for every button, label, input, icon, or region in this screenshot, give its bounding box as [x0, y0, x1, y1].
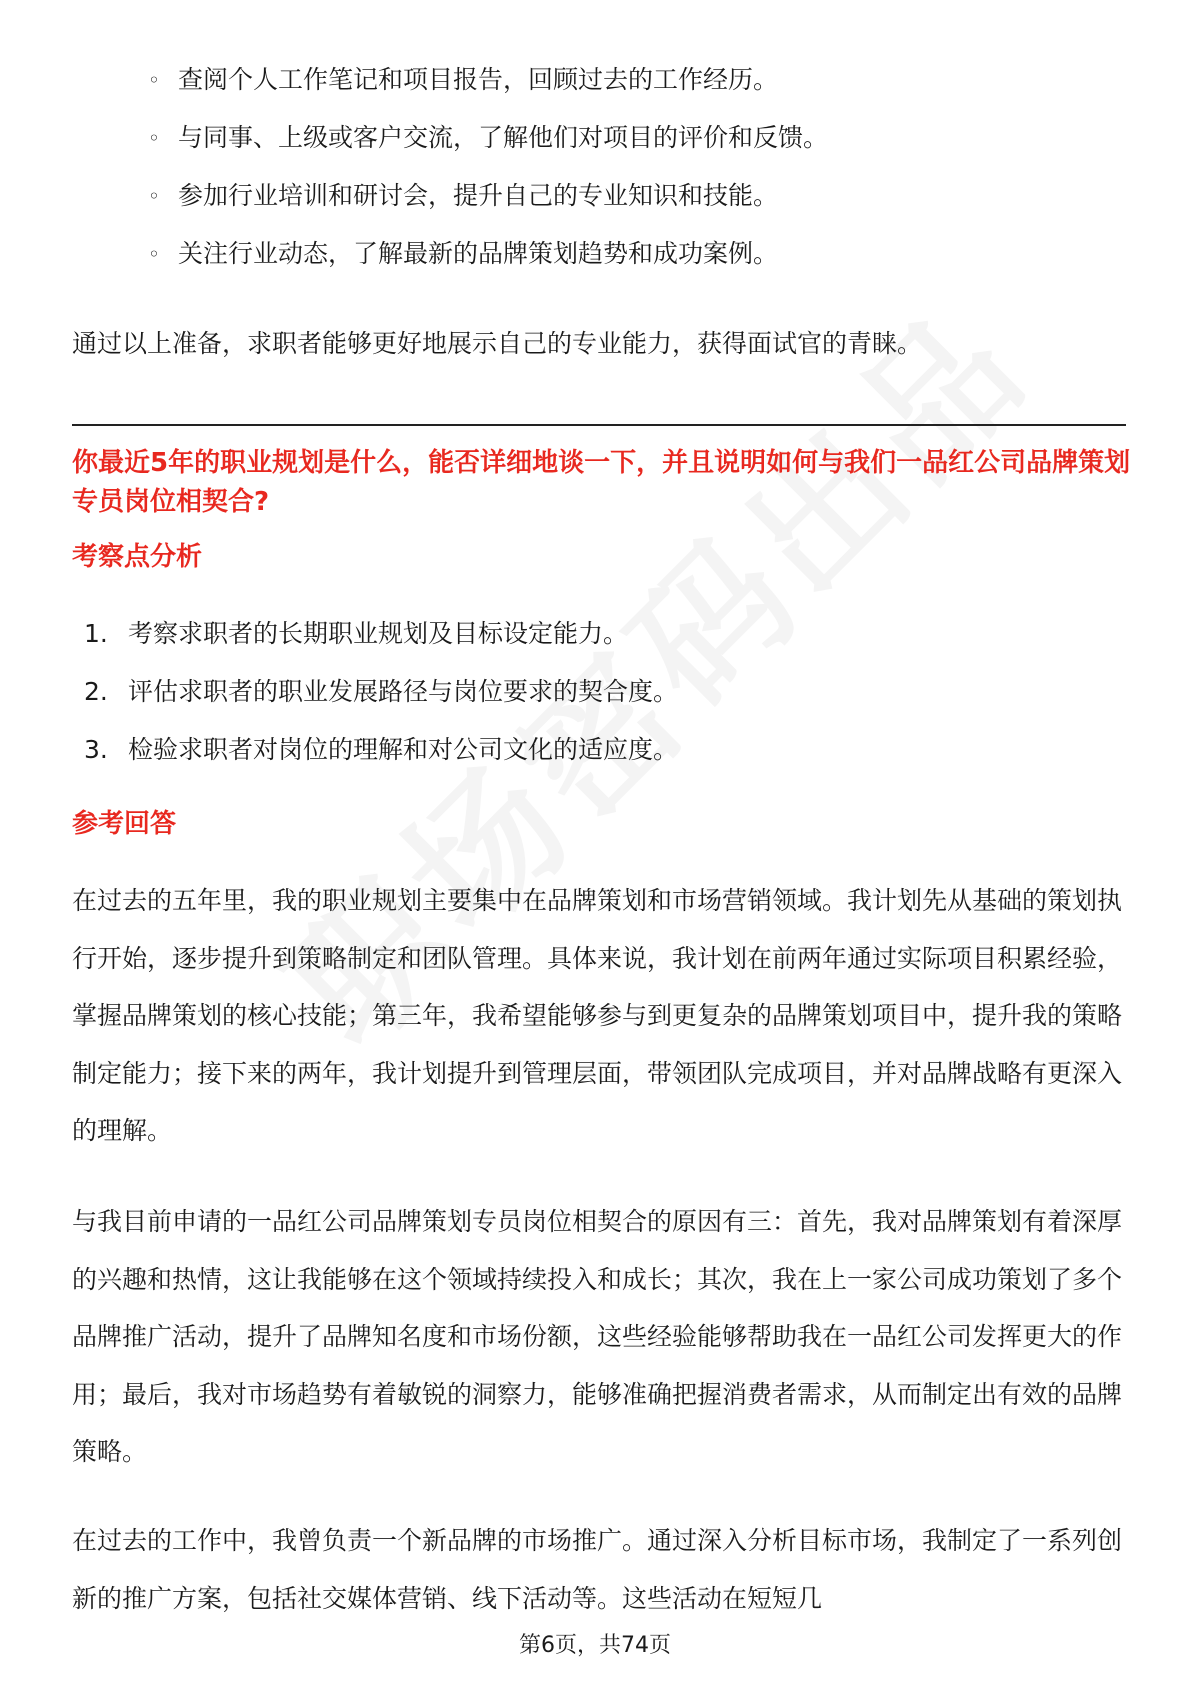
list-item-text: 与同事、上级或客户交流，了解他们对项目的评价和反馈。 [178, 123, 829, 152]
list-number: 1. [84, 619, 108, 648]
answer-paragraph: 在过去的五年里，我的职业规划主要集中在品牌策划和市场营销领域。我计划先从基础的策划执行开始，逐步提升到策略制定和团队管理。具体来说，我计划在前两年通过实际项目积累经验，掌握品牌策划的核心技能；第三年，我希望能够参与到更复杂的品牌策划项目中，提升我的策略制定能力；接下来的两年，我计划提升到管理层面，带领团队完成项目，并对品牌战略有更深入的理解。 [72, 886, 1123, 1145]
analysis-heading: 考察点分析 [72, 542, 203, 572]
list-item-text: 参加行业培训和研讨会，提升自己的专业知识和技能。 [178, 181, 779, 210]
answer-paragraph: 与我目前申请的一品红公司品牌策划专员岗位相契合的原因有三：首先，我对品牌策划有着深厚的兴趣和热情，这让我能够在这个领域持续投入和成长；其次，我在上一家公司成功策划了多个品牌推广活动，提升了品牌知名度和市场份额，这些经验能够帮助我在一品红公司发挥更大的作用；最后，我对市场趋势有着敏锐的洞察力，能够准确把握消费者需求，从而制定出有效的品牌策略。 [72, 1207, 1123, 1466]
list-item [84, 728, 1124, 786]
list-item-text: 考察求职者的长期职业规划及目标设定能力。 [128, 619, 629, 648]
question-title: 你最近5年的职业规划是什么，能否详细地谈一下，并且说明如何与我们一品红公司品牌策划专员岗位相契合? [72, 448, 1131, 517]
list-item [148, 116, 1128, 174]
bullet-icon: ◦ [148, 126, 160, 150]
summary-paragraph: 通过以上准备，求职者能够更好地展示自己的专业能力，获得面试官的青睐。 [72, 329, 923, 358]
list-item-text: 评估求职者的职业发展路径与岗位要求的契合度。 [128, 677, 679, 706]
section-divider [72, 424, 1126, 426]
bullet-icon: ◦ [148, 184, 160, 208]
list-item [84, 612, 1124, 670]
list-number: 3. [84, 735, 108, 764]
list-item-text: 检验求职者对岗位的理解和对公司文化的适应度。 [128, 735, 679, 764]
list-item-text: 查阅个人工作笔记和项目报告，回顾过去的工作经历。 [178, 65, 779, 94]
list-item [148, 58, 1128, 116]
answer-heading: 参考回答 [72, 809, 177, 839]
analysis-list [84, 612, 1124, 786]
preparation-list [148, 58, 1128, 290]
bullet-icon: ◦ [148, 68, 160, 92]
list-item-text: 关注行业动态，了解最新的品牌策划趋势和成功案例。 [178, 239, 779, 268]
answer-paragraph: 在过去的工作中，我曾负责一个新品牌的市场推广。通过深入分析目标市场，我制定了一系列创新的推广方案，包括社交媒体营销、线下活动等。这些活动在短短几 [72, 1526, 1123, 1613]
list-item [148, 232, 1128, 290]
list-item [84, 670, 1124, 728]
list-number: 2. [84, 677, 108, 706]
page-number: 第6页，共74页 [519, 1633, 671, 1658]
bullet-icon: ◦ [148, 242, 160, 266]
list-item [148, 174, 1128, 232]
